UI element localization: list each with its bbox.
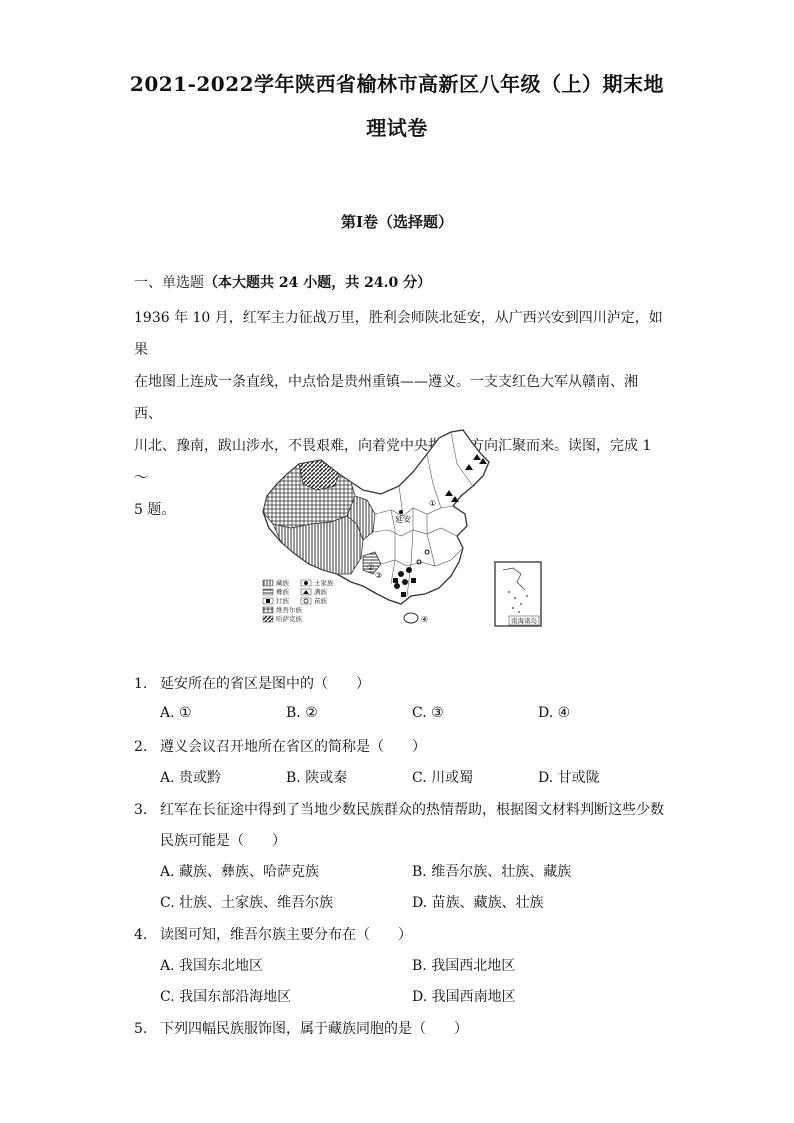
heading-detail: （本大题共 24 小题，共 24.0 分）	[204, 275, 432, 291]
q4-option-c: C. 我国东部沿海地区	[160, 989, 292, 1005]
question-4	[134, 924, 412, 944]
question-number: 2.	[134, 739, 148, 755]
q2-option-b: B. 陕或秦	[286, 770, 348, 786]
section-title: 第I卷（选择题）	[340, 213, 454, 231]
legend-miao: 苗族	[314, 597, 327, 605]
exam-title-line-1: 2021-2022学年陕西省榆林市高新区八年级（上）期末地	[129, 72, 665, 96]
q4-option-b: B. 我国西北地区	[412, 958, 516, 974]
legend-kazakh: 哈萨克族	[276, 615, 302, 623]
question-group-heading	[134, 272, 431, 292]
question-number: 5.	[134, 1021, 148, 1037]
question-number: 1.	[134, 676, 148, 692]
question-number: 4.	[134, 927, 148, 943]
legend-yi: 彝族	[276, 588, 289, 596]
question-text: 遵义会议召开地所在省区的简称是（ ）	[160, 739, 426, 755]
heading-prefix: 一、单选题	[134, 275, 204, 291]
region-marker-1: ①	[429, 499, 437, 508]
question-3	[134, 799, 664, 819]
question-3-continuation: 民族可能是（ ）	[160, 833, 286, 849]
south-china-sea-inset	[495, 562, 541, 626]
hainan-island	[404, 613, 418, 623]
q1-option-d: D. ④	[538, 705, 571, 721]
yanan-dot	[399, 510, 403, 514]
region-marker-4: ④	[421, 615, 429, 624]
region-marker-2: ②	[367, 563, 375, 572]
q2-option-c: C. 川或蜀	[412, 770, 474, 786]
q3-option-a: A. 藏族、彝族、哈萨克族	[160, 864, 320, 880]
passage-line: 1936 年 10 月，红军主力征战万里，胜利会师陕北延安，从广西兴安到四川泸定，如果	[134, 310, 663, 358]
question-number: 3.	[134, 802, 148, 818]
yanan-label: 延安	[395, 515, 411, 524]
q3-option-b: B. 维吾尔族、壮族、藏族	[412, 864, 572, 880]
q3-option-c: C. 壮族、土家族、维吾尔族	[160, 895, 334, 911]
q1-option-b: B. ②	[286, 705, 318, 721]
legend-uyghur: 维吾尔族	[276, 606, 302, 614]
passage-line: 在地图上连成一条直线，中点恰是贵州重镇——遵义。一支支红色大军从赣南、湘西、	[134, 374, 638, 422]
question-text: 读图可知，维吾尔族主要分布在（ ）	[160, 927, 412, 943]
passage-line: 川北、豫南，跋山涉水，不畏艰难，向着党中央指引的方向汇聚而来。读图，完成 1～	[134, 438, 652, 486]
q4-option-d: D. 我国西南地区	[412, 989, 516, 1005]
q3-option-d: D. 苗族、藏族、壮族	[412, 895, 544, 911]
question-5	[134, 1018, 468, 1038]
map-legend	[263, 578, 334, 623]
region-marker-3: ③	[375, 571, 383, 580]
question-text: 下列四幅民族服饰图，属于藏族同胞的是（ ）	[160, 1021, 468, 1037]
legend-zhuang: 壮族	[276, 597, 289, 605]
legend-manchu: 满族	[314, 588, 327, 596]
inset-label: 南海诸岛	[511, 617, 537, 625]
question-text: 红军在长征途中得到了当地少数民族群众的热情帮助，根据图文材料判断这些少数	[160, 802, 664, 818]
q2-option-d: D. 甘或陇	[538, 770, 600, 786]
q1-option-c: C. ③	[412, 705, 444, 721]
question-1	[134, 673, 370, 693]
legend-tibetan: 藏族	[276, 579, 289, 587]
q1-option-a: A. ①	[160, 705, 192, 721]
ethnic-distribution-map	[251, 424, 543, 636]
passage-line: 5 题。	[134, 502, 176, 518]
q4-option-a: A. 我国东北地区	[160, 958, 264, 974]
question-text: 延安所在的省区是图中的（ ）	[160, 676, 370, 692]
question-2	[134, 736, 426, 756]
exam-title-line-2: 理试卷	[366, 116, 428, 140]
q2-option-a: A. 贵或黔	[160, 770, 222, 786]
legend-tujia: 土家族	[314, 579, 334, 587]
